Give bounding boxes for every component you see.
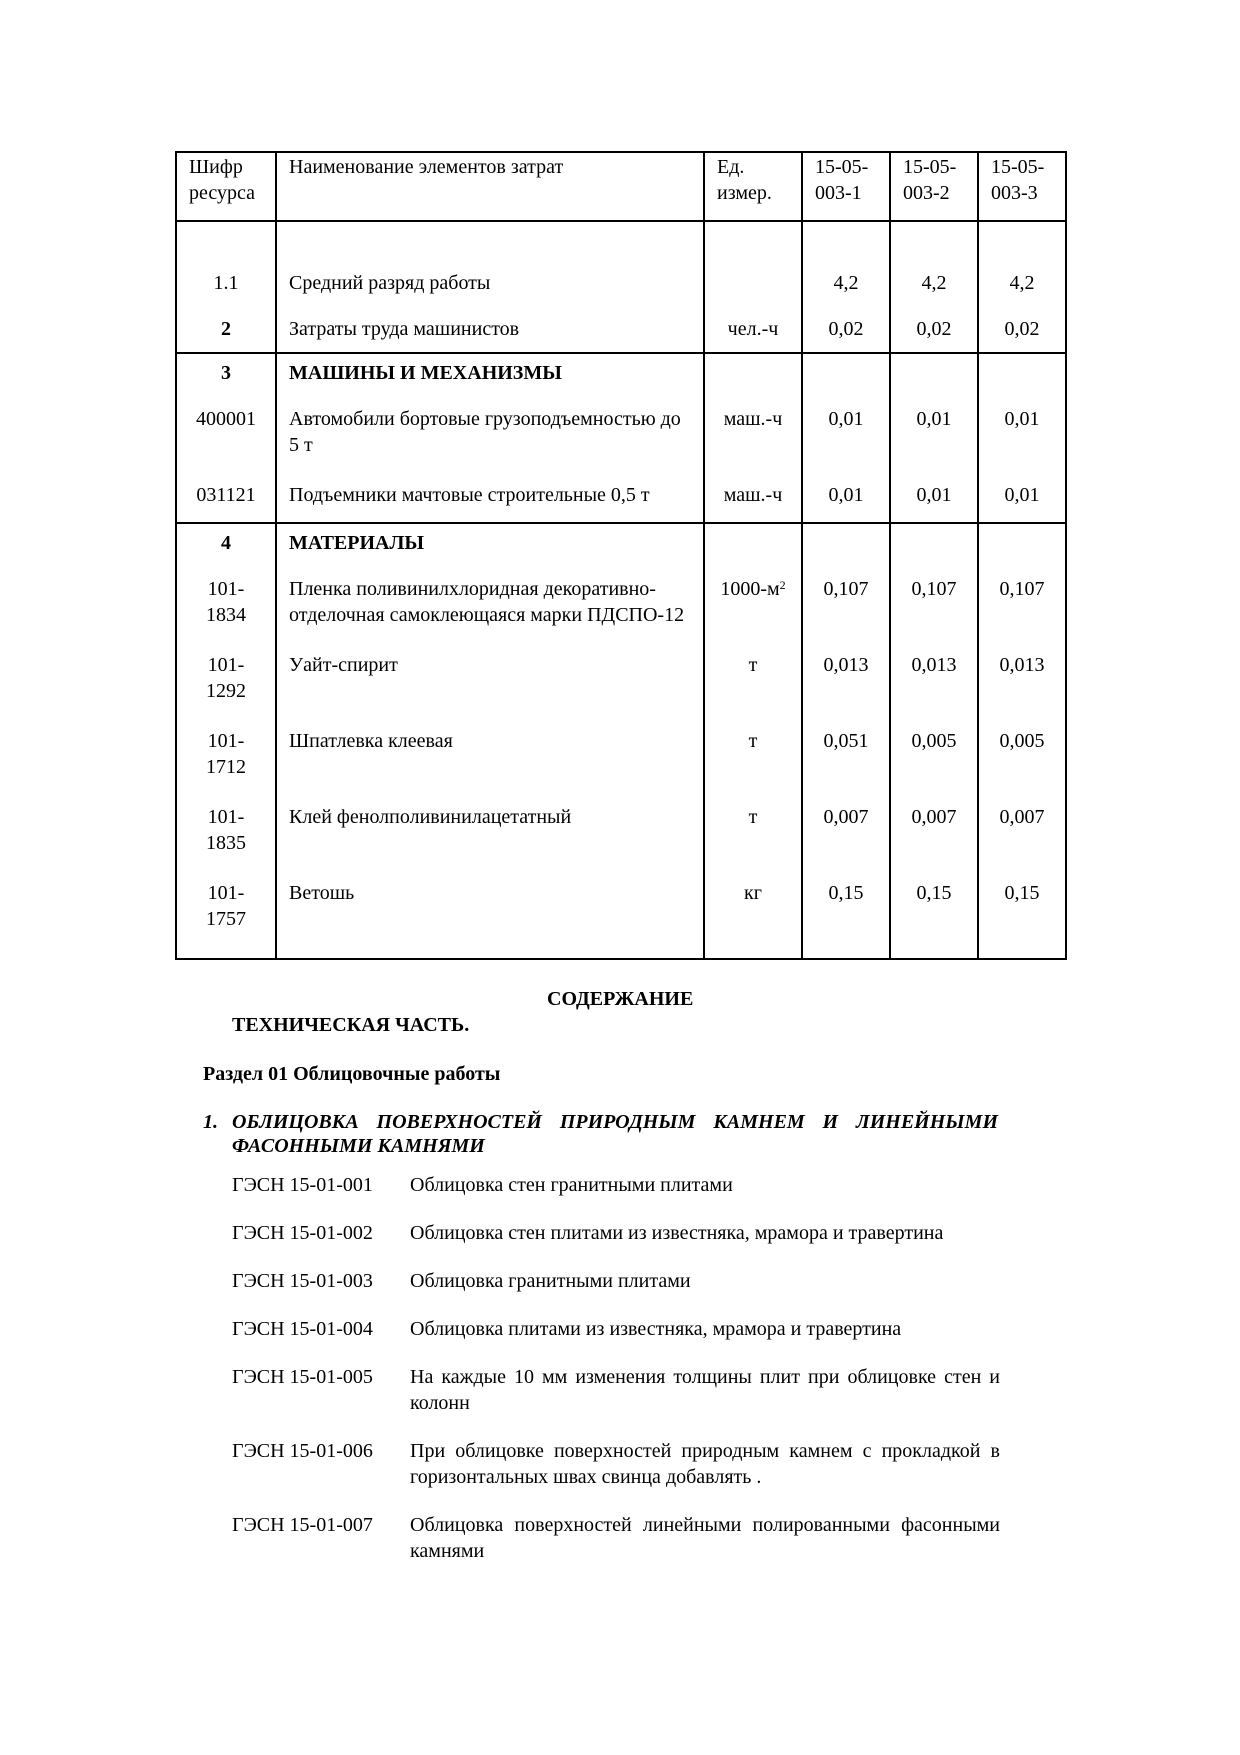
row-value-3: 0,15	[978, 870, 1066, 959]
item-code: ГЭСН 15-01-003	[232, 1270, 373, 1292]
row-name: Шпатлевка клеевая	[276, 718, 704, 794]
section-title: МАТЕРИАЛЫ	[276, 523, 704, 566]
row-name: Уайт-спирит	[276, 642, 704, 718]
table-section-row	[176, 353, 1066, 396]
item-name: Облицовка стен гранитными плитами	[410, 1174, 733, 1196]
header-col-3: 15-05-003-3	[978, 152, 1066, 221]
row-value-2: 0,01	[890, 396, 978, 472]
row-code: 101-1712	[176, 718, 276, 794]
item-code: ГЭСН 15-01-004	[232, 1318, 373, 1340]
item-name: Облицовка стен плитами из известняка, мрамора и травертина	[410, 1222, 944, 1244]
technical-part-heading: ТЕХНИЧЕСКАЯ ЧАСТЬ.	[232, 1014, 470, 1036]
table-row	[176, 794, 1066, 870]
row-value-3: 0,02	[978, 308, 1066, 353]
row-value-1: 0,107	[802, 566, 890, 642]
section-code: 3	[176, 353, 276, 396]
row-code: 031121	[176, 472, 276, 523]
row-name: Автомобили бортовые грузоподъемностью до 5 т	[276, 396, 704, 472]
row-value-2: 0,007	[890, 794, 978, 870]
row-value-2: 0,013	[890, 642, 978, 718]
unit-superscript: 2	[779, 578, 786, 592]
row-unit: маш.-ч	[704, 396, 802, 472]
row-value-1: 4,2	[802, 258, 890, 308]
row-unit: т	[704, 794, 802, 870]
row-value-3: 0,007	[978, 794, 1066, 870]
row-unit: чел.-ч	[704, 308, 802, 353]
row-value-2: 0,107	[890, 566, 978, 642]
header-unit: Ед. измер.	[704, 152, 802, 221]
row-value-1: 0,15	[802, 870, 890, 959]
row-unit	[704, 566, 802, 642]
row-value-2: 0,01	[890, 472, 978, 523]
row-value-2: 0,15	[890, 870, 978, 959]
table-row	[176, 566, 1066, 642]
row-value-2: 0,02	[890, 308, 978, 353]
contents-item[interactable]	[232, 1316, 1000, 1342]
row-value-3: 0,005	[978, 718, 1066, 794]
row-name: Пленка поливинилхлоридная декоративно-отделочная самоклеющаяся марки ПДСПО-12	[276, 566, 704, 642]
table-row	[176, 258, 1066, 308]
row-value-3: 4,2	[978, 258, 1066, 308]
item-code: ГЭСН 15-01-007	[232, 1514, 373, 1536]
contents-item[interactable]	[232, 1512, 1000, 1564]
table-row	[176, 718, 1066, 794]
item-code: ГЭСН 15-01-002	[232, 1222, 373, 1244]
row-name: Клей фенолполивинилацетатный	[276, 794, 704, 870]
row-name: Ветошь	[276, 870, 704, 959]
row-value-3: 0,013	[978, 642, 1066, 718]
header-code: Шифр ресурса	[176, 152, 276, 221]
row-value-1: 0,007	[802, 794, 890, 870]
row-code: 2	[176, 308, 276, 353]
row-value-1: 0,01	[802, 472, 890, 523]
item-name: Облицовка плитами из известняка, мрамора и травертина	[410, 1318, 902, 1340]
contents-title: СОДЕРЖАНИЕ	[547, 988, 694, 1010]
header-col-1: 15-05-003-1	[802, 152, 890, 221]
resource-table	[175, 151, 1067, 960]
section-number: 1.	[203, 1111, 218, 1133]
row-name: Средний разряд работы	[276, 258, 704, 308]
row-value-1: 0,013	[802, 642, 890, 718]
row-code: 400001	[176, 396, 276, 472]
contents-item[interactable]	[232, 1172, 1000, 1198]
row-code: 101-1292	[176, 642, 276, 718]
row-code: 101-1835	[176, 794, 276, 870]
row-value-2: 0,005	[890, 718, 978, 794]
table-row	[176, 642, 1066, 718]
row-unit: т	[704, 718, 802, 794]
unit-text: 1000-м	[720, 578, 780, 600]
row-unit: т	[704, 642, 802, 718]
row-value-1: 0,01	[802, 396, 890, 472]
row-code: 1.1	[176, 258, 276, 308]
item-code: ГЭСН 15-01-001	[232, 1174, 373, 1196]
table-row	[176, 472, 1066, 523]
row-name: Затраты труда машинистов	[276, 308, 704, 353]
table-section-row	[176, 523, 1066, 566]
section-title: ОБЛИЦОВКА ПОВЕРХНОСТЕЙ ПРИРОДНЫМ КАМНЕМ И ЛИНЕЙНЫМИ ФАСОННЫМИ КАМНЯМИ	[232, 1111, 998, 1157]
row-code: 101-1834	[176, 566, 276, 642]
row-value-3: 0,01	[978, 472, 1066, 523]
contents-item[interactable]	[232, 1438, 1000, 1490]
row-value-1: 0,051	[802, 718, 890, 794]
row-unit: маш.-ч	[704, 472, 802, 523]
item-code: ГЭСН 15-01-005	[232, 1366, 373, 1388]
section-code: 4	[176, 523, 276, 566]
table-row	[176, 396, 1066, 472]
row-value-1: 0,02	[802, 308, 890, 353]
row-unit: кг	[704, 870, 802, 959]
contents-item[interactable]	[232, 1364, 1000, 1416]
row-name: Подъемники мачтовые строительные 0,5 т	[276, 472, 704, 523]
contents-list	[232, 1172, 1000, 1586]
table-row	[176, 308, 1066, 353]
header-col-2: 15-05-003-2	[890, 152, 978, 221]
contents-item[interactable]	[232, 1220, 1000, 1246]
section-heading	[203, 1110, 998, 1158]
table-spacer-row	[176, 221, 1066, 258]
row-value-3: 0,01	[978, 396, 1066, 472]
item-name: При облицовке поверхностей природным камнем с прокладкой в горизонтальных швах свинца добавлять .	[410, 1440, 1000, 1488]
row-value-2: 4,2	[890, 258, 978, 308]
row-unit	[704, 258, 802, 308]
table-header-row	[176, 152, 1066, 221]
row-value-3: 0,107	[978, 566, 1066, 642]
header-name: Наименование элементов затрат	[276, 152, 704, 221]
item-name: Облицовка гранитными плитами	[410, 1270, 691, 1292]
item-name: На каждые 10 мм изменения толщины плит при облицовке стен и колонн	[410, 1366, 1000, 1414]
section-title: МАШИНЫ И МЕХАНИЗМЫ	[276, 353, 704, 396]
table-row	[176, 870, 1066, 959]
item-code: ГЭСН 15-01-006	[232, 1440, 373, 1462]
row-code: 101-1757	[176, 870, 276, 959]
razdel-heading: Раздел 01 Облицовочные работы	[203, 1063, 501, 1085]
item-name: Облицовка поверхностей линейными полированными фасонными камнями	[410, 1514, 1000, 1562]
contents-item[interactable]	[232, 1268, 1000, 1294]
